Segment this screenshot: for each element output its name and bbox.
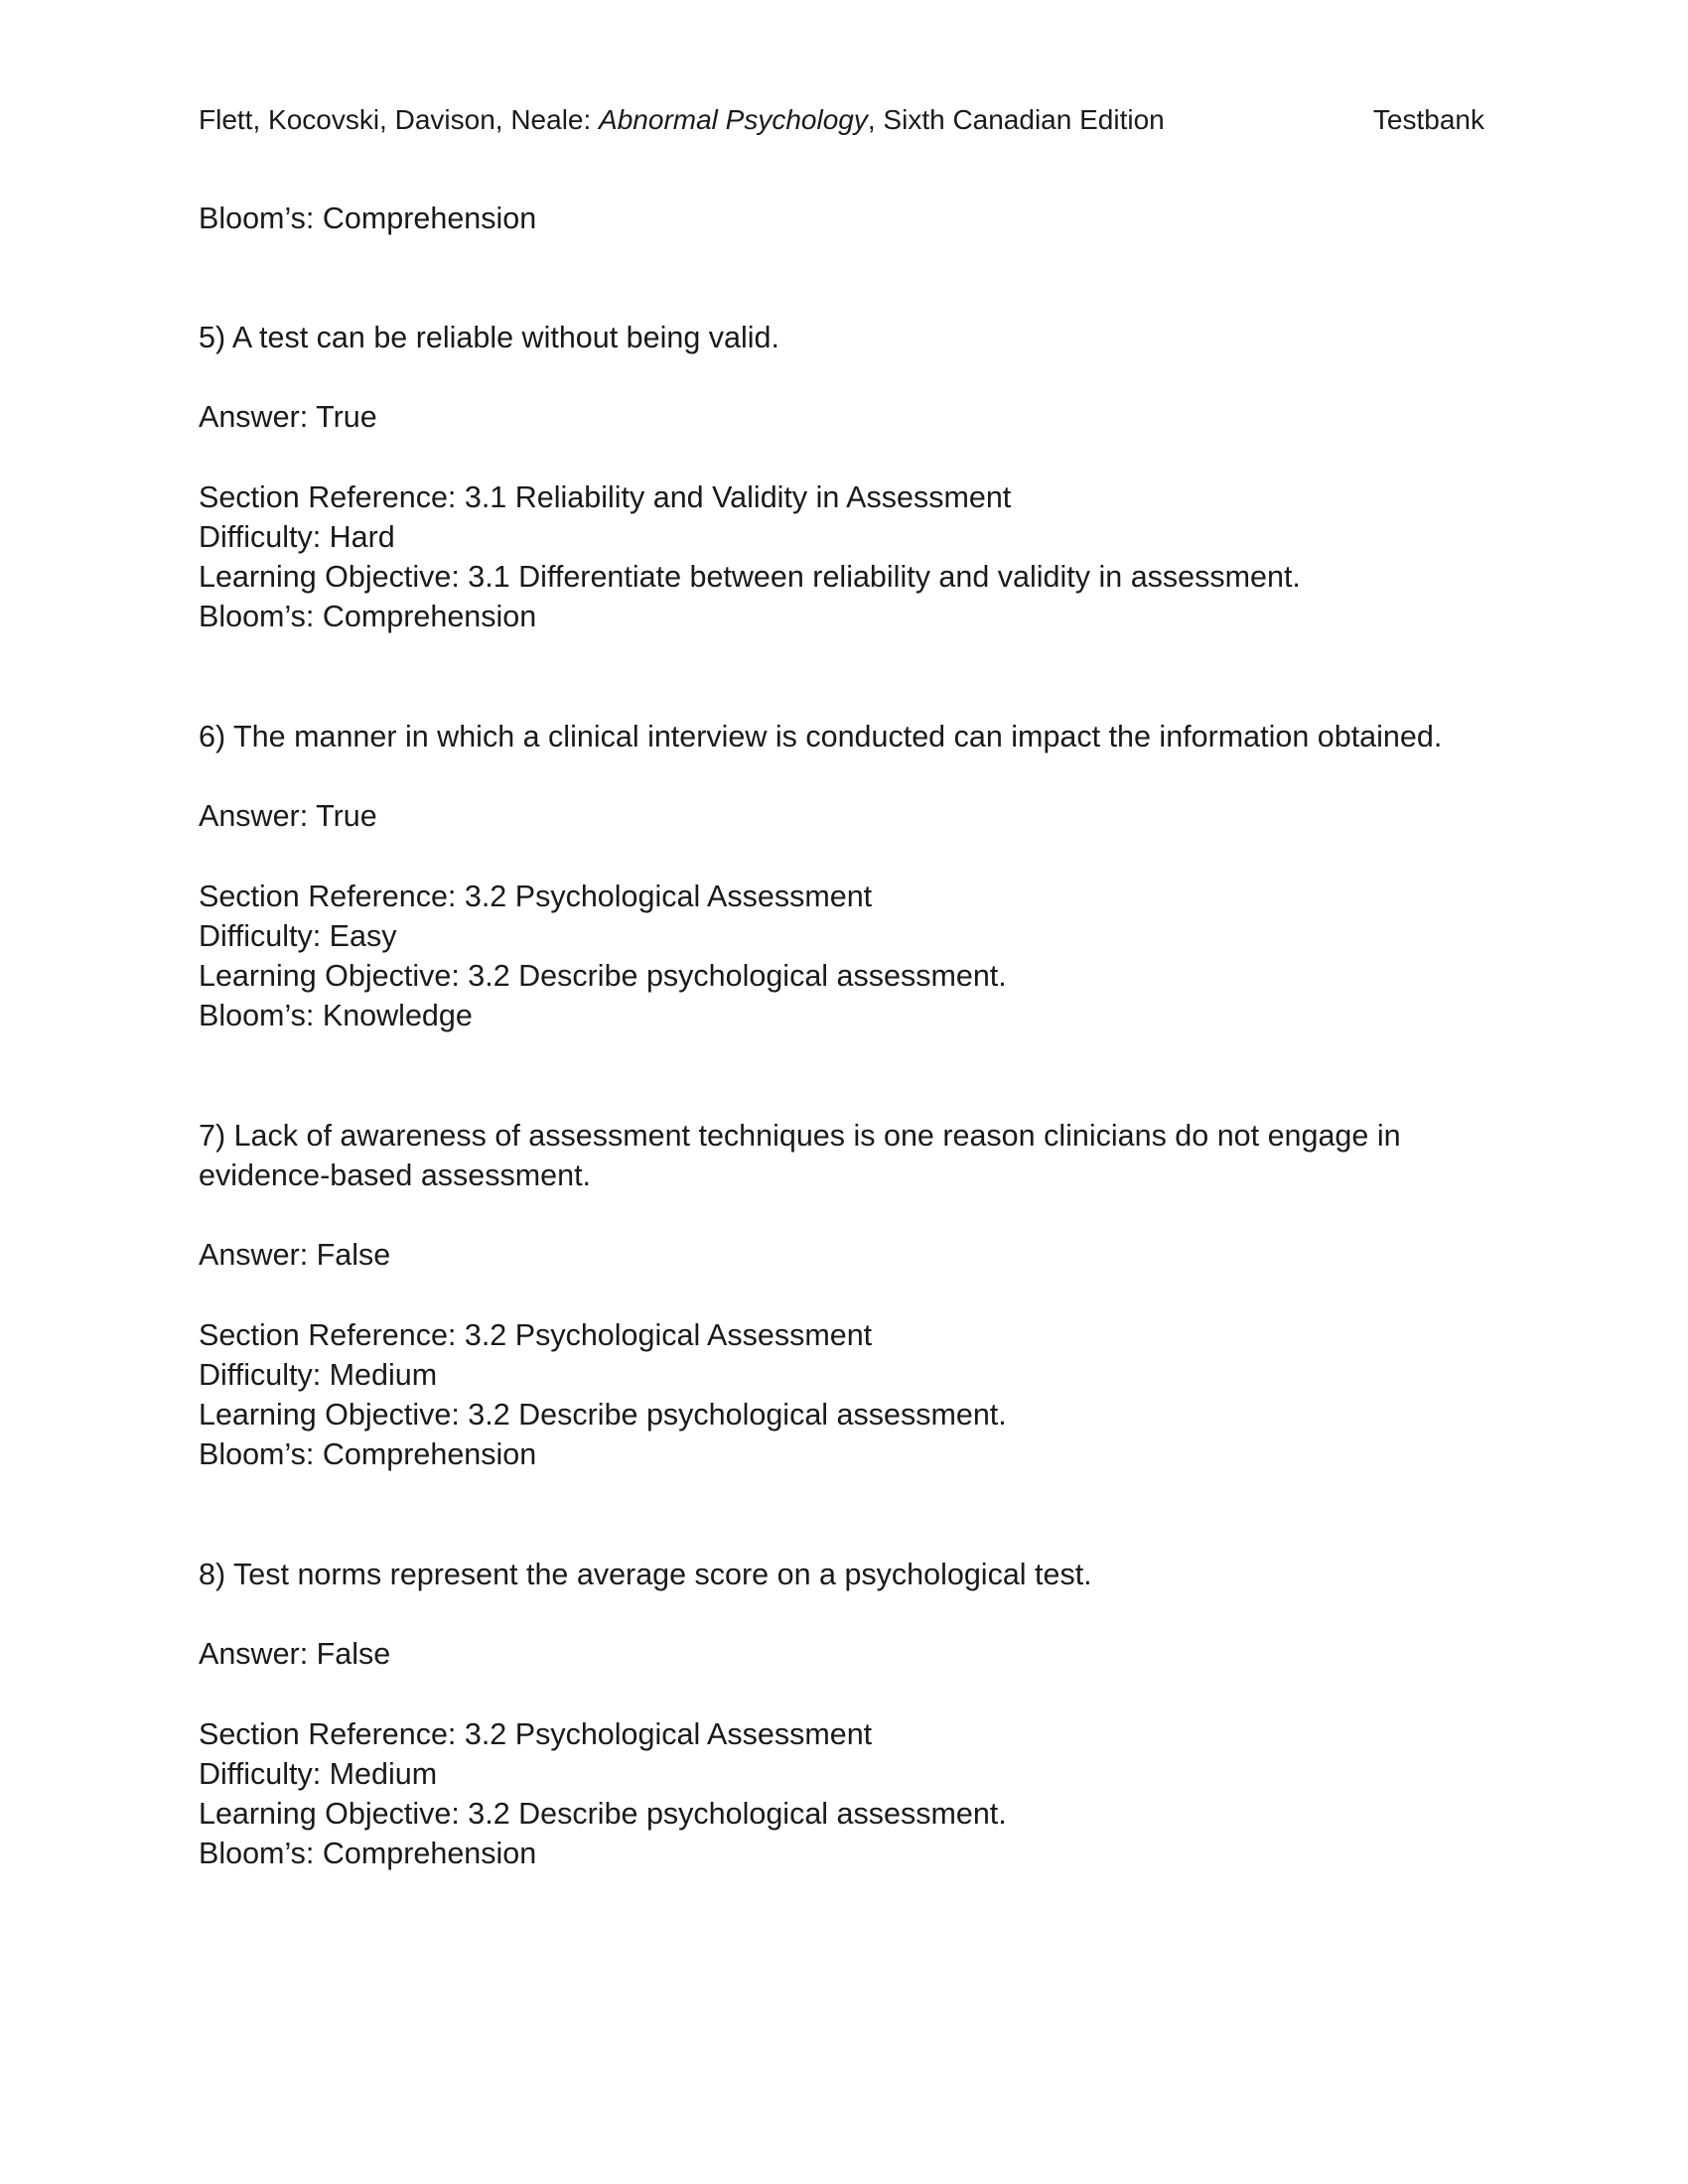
question-7-text-line-1: 7) Lack of awareness of assessment techniques is one reason clinicians do not engage in <box>199 1119 1401 1153</box>
question-8-answer: Answer: False <box>199 1637 391 1671</box>
prev-blooms: Bloom’s: Comprehension <box>199 202 537 235</box>
question-5-objective: Learning Objective: 3.1 Differentiate between reliability and validity in assessment. <box>199 560 1301 594</box>
question-6-objective: Learning Objective: 3.2 Describe psychological assessment. <box>199 959 1007 993</box>
question-5-section: Section Reference: 3.1 Reliability and Validity in Assessment <box>199 480 1012 514</box>
question-5-blooms: Bloom’s: Comprehension <box>199 600 537 633</box>
header-book-title: Abnormal Psychology <box>599 104 868 135</box>
question-6-blooms: Bloom’s: Knowledge <box>199 999 473 1032</box>
header-citation <box>199 103 1165 137</box>
question-8-text: 8) Test norms represent the average score on a psychological test. <box>199 1558 1092 1591</box>
question-7-text-line-2: evidence-based assessment. <box>199 1159 592 1192</box>
question-7-difficulty: Difficulty: Medium <box>199 1358 438 1392</box>
question-8-section: Section Reference: 3.2 Psychological Assessment <box>199 1717 873 1751</box>
question-5-answer: Answer: True <box>199 400 377 434</box>
header-edition: , Sixth Canadian Edition <box>867 104 1165 135</box>
question-7-section: Section Reference: 3.2 Psychological Assessment <box>199 1318 873 1352</box>
question-5-text: 5) A test can be reliable without being valid. <box>199 321 779 354</box>
question-8-objective: Learning Objective: 3.2 Describe psychological assessment. <box>199 1797 1007 1831</box>
question-6-answer: Answer: True <box>199 799 377 833</box>
question-7-objective: Learning Objective: 3.2 Describe psychological assessment. <box>199 1398 1007 1432</box>
question-7-blooms: Bloom’s: Comprehension <box>199 1437 537 1471</box>
header-label: Testbank <box>1372 104 1484 135</box>
question-8-difficulty: Difficulty: Medium <box>199 1757 438 1791</box>
question-5-difficulty: Difficulty: Hard <box>199 520 395 554</box>
question-6-text: 6) The manner in which a clinical interview is conducted can impact the information obtained. <box>199 720 1443 753</box>
header-authors: Flett, Kocovski, Davison, Neale: <box>199 104 600 135</box>
question-6-section: Section Reference: 3.2 Psychological Assessment <box>199 880 873 913</box>
question-6-difficulty: Difficulty: Easy <box>199 919 397 953</box>
question-8-blooms: Bloom’s: Comprehension <box>199 1837 537 1870</box>
question-7-answer: Answer: False <box>199 1238 391 1272</box>
